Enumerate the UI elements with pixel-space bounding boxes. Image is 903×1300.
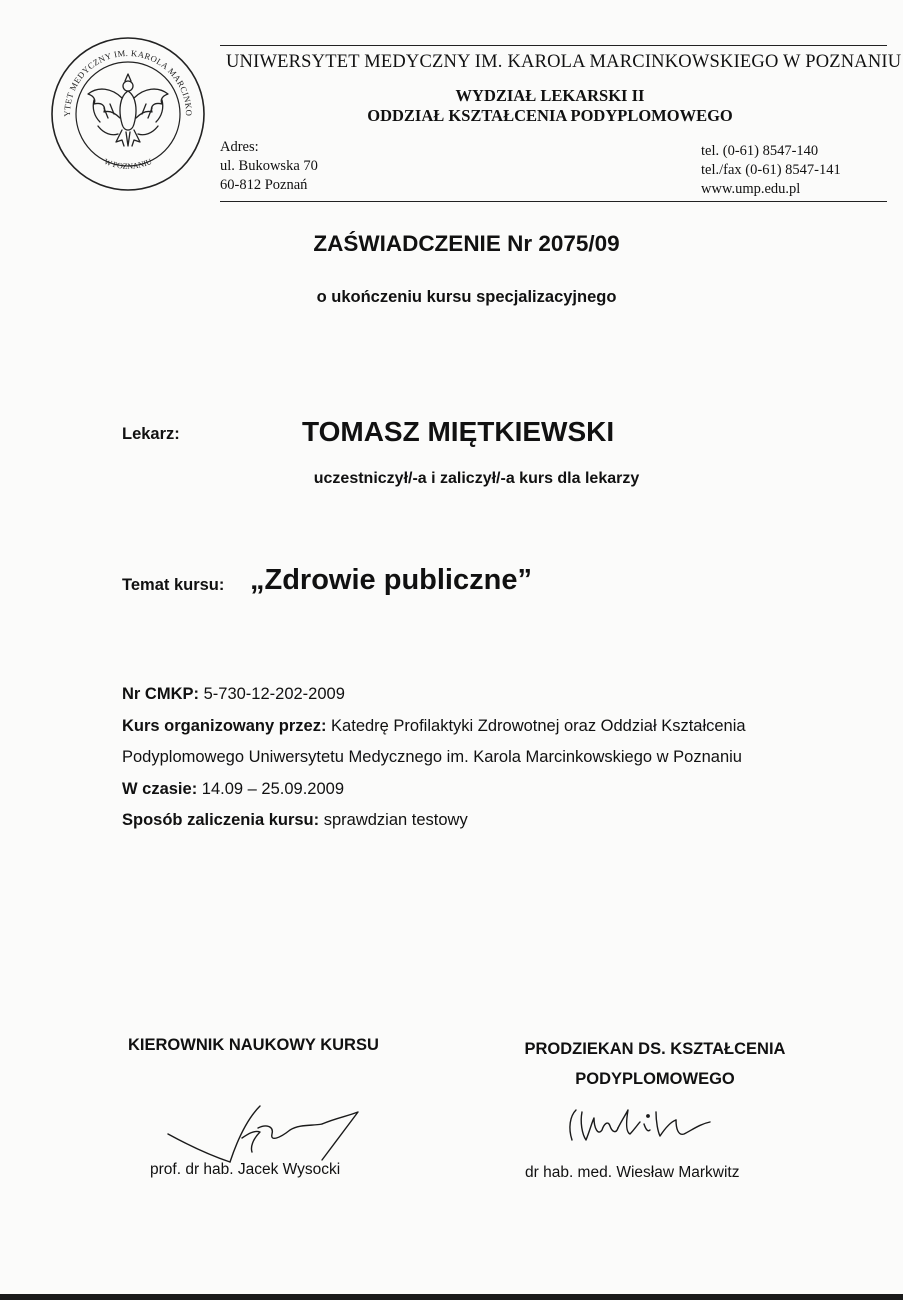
- university-seal-eagle-icon: [48, 34, 208, 194]
- website-url: www.ump.edu.pl: [701, 181, 801, 197]
- completion-text: uczestniczył/-a i zaliczył/-a kurs dla lekarzy: [313, 470, 640, 487]
- course-title: „Zdrowie publiczne”: [250, 564, 532, 596]
- assessment-label: Sposób zaliczenia kursu:: [122, 811, 320, 829]
- department-name: ODDZIAŁ KSZTAŁCENIA PODYPLOMOWEGO: [367, 106, 733, 125]
- contact-block: [701, 142, 841, 199]
- right-signatory-name: dr hab. med. Wiesław Markwitz: [525, 1164, 740, 1181]
- cmkp-label: Nr CMKP:: [122, 685, 199, 703]
- doctor-name: TOMASZ MIĘTKIEWSKI: [302, 416, 615, 447]
- university-seal: [48, 34, 208, 199]
- assessment-value: sprawdzian testowy: [323, 811, 468, 829]
- course-details: [122, 679, 862, 837]
- address-street: ul. Bukowska 70: [220, 158, 318, 174]
- period-row: [122, 774, 862, 806]
- university-name: UNIWERSYTET MEDYCZNY IM. KAROLA MARCINKOWSKIEGO W POZNANIU: [226, 52, 902, 72]
- scan-bottom-edge: [0, 1294, 903, 1300]
- seal-text-top: YTET MEDYCZNY IM. KAROLA MARCINKO: [61, 47, 195, 117]
- left-signatory-name: prof. dr hab. Jacek Wysocki: [150, 1161, 341, 1178]
- phone-number: tel. (0-61) 8547-140: [701, 143, 819, 159]
- address-label: Adres:: [220, 139, 259, 155]
- left-signature-heading: KIEROWNIK NAUKOWY KURSU: [128, 1036, 379, 1054]
- faculty-name: WYDZIAŁ LEKARSKI II: [455, 86, 645, 105]
- right-signature-heading-line2: PODYPLOMOWEGO: [575, 1070, 735, 1088]
- organizer-value-line2: Podyplomowego Uniwersytetu Medycznego im. Karola Marcinkowskiego w Poznaniu: [122, 748, 742, 766]
- seal-text-bottom: W POZNANIU: [102, 156, 154, 171]
- header-bottom-rule: [220, 201, 887, 202]
- doctor-label: Lekarz:: [122, 425, 180, 443]
- header-top-rule: [220, 45, 887, 46]
- right-signature-scribble: [560, 1100, 740, 1165]
- signature-icon: [560, 1100, 740, 1160]
- svg-text:W POZNANIU: [103, 157, 154, 171]
- organizer-row: [122, 711, 862, 743]
- course-label: Temat kursu:: [122, 576, 225, 594]
- period-label: W czasie:: [122, 779, 198, 798]
- address-block: [220, 138, 318, 195]
- cmkp-value: 5-730-12-202-2009: [203, 685, 345, 703]
- organizer-label: Kurs organizowany przez:: [122, 716, 327, 735]
- certificate-title: ZAŚWIADCZENIE Nr 2075/09: [313, 231, 620, 256]
- address-city: 60-812 Poznań: [220, 177, 308, 193]
- certificate-subtitle: o ukończeniu kursu specjalizacyjnego: [316, 288, 617, 306]
- period-value: 14.09 – 25.09.2009: [201, 779, 345, 798]
- cmkp-row: [122, 679, 862, 711]
- fax-number: tel./fax (0-61) 8547-141: [701, 162, 841, 178]
- assessment-row: [122, 805, 862, 837]
- organizer-value-line1: Katedrę Profilaktyki Zdrowotnej oraz Oddział Kształcenia: [331, 716, 746, 735]
- right-signature-heading-line1: PRODZIEKAN DS. KSZTAŁCENIA: [524, 1040, 786, 1058]
